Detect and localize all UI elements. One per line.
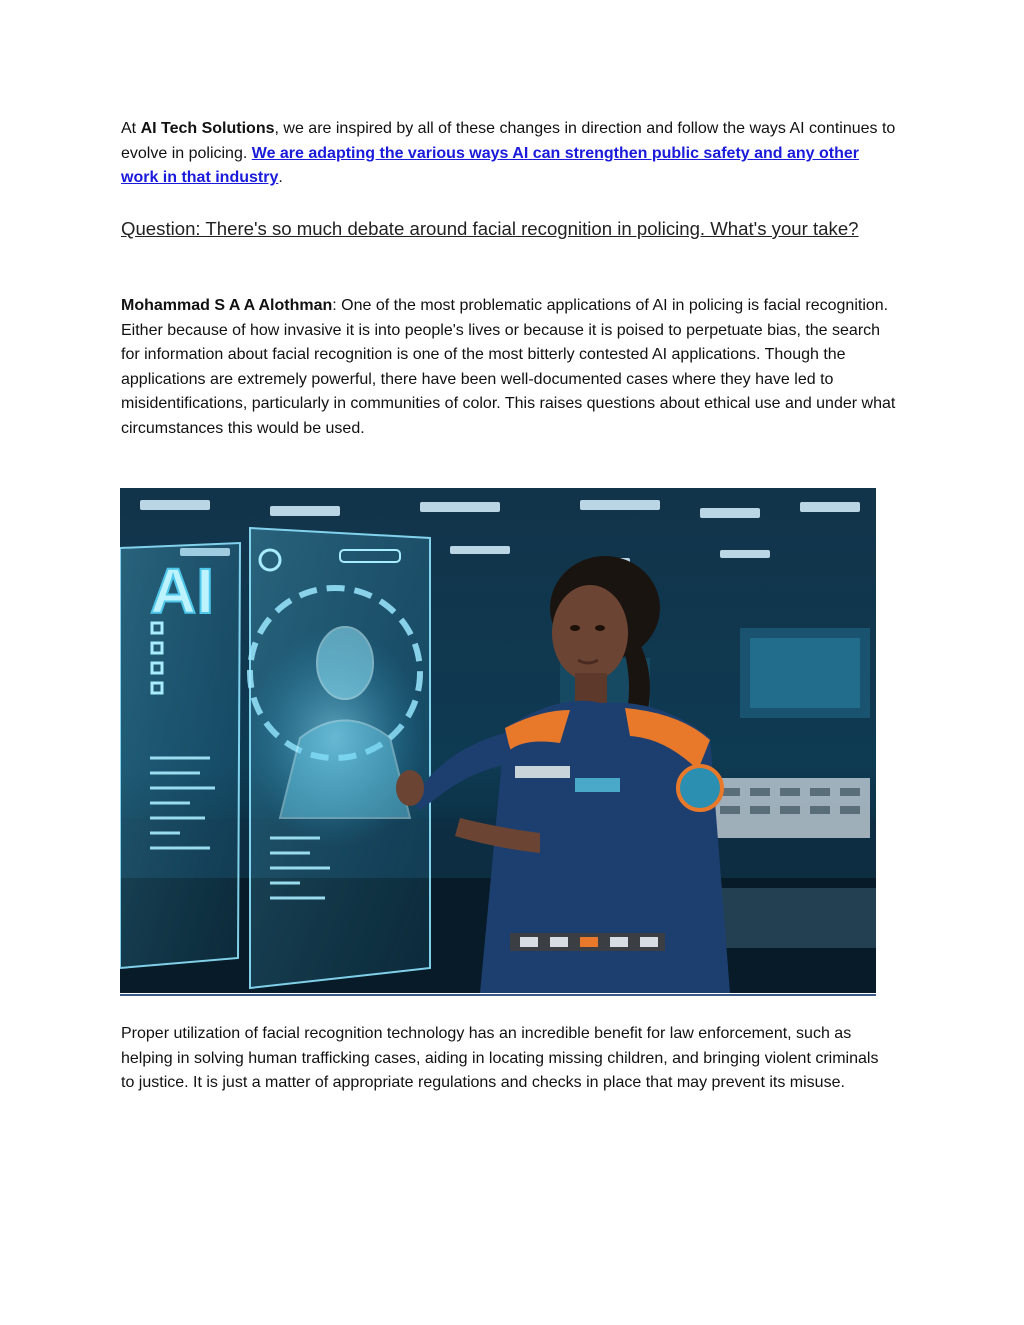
intro-middle: , we are inspired by all of these changes in direction and follow the ways AI continues to evolve in policing. [121,120,896,162]
hologram-ai-label: AI [150,555,214,627]
public-safety-link[interactable]: We are adapting the various ways AI can strengthen public safety and any other work in that industry [121,144,860,187]
illustration-svg [120,488,876,993]
speaker-name: Mohammad S A A Alothman [121,297,333,314]
figure-divider [120,994,876,996]
answer-paragraph [121,294,896,442]
intro-paragraph [121,117,896,191]
ai-policing-illustration [120,488,876,993]
intro-prefix: At [121,120,141,137]
closing-paragraph: Proper utilization of facial recognition technology has an incredible benefit for law enforcement, such as helping in solving human trafficking cases, aiding in locating missing children, and bringing violent criminals to justice. It is just a matter of appropriate regulations and checks in place that may prevent its misuse. [121,1025,879,1092]
question-heading: Question: There's so much debate around facial recognition in policing. What's your take? [121,218,859,239]
company-name: AI Tech Solutions [140,120,275,137]
answer-text: : One of the most problematic applications of AI in policing is facial recognition. Either because of how invasive it is into people's lives or because it is poised to perpetuate bias, the search for information about facial recognition is one of the most bitterly contested AI applications. Though the applications are extremely powerful, there have been well-documented cases where they have led to misidentifications, particularly in communities of color. This raises questions about ethical use and under what circumstances this would be used. [121,297,896,437]
intro-suffix: . [278,169,283,187]
